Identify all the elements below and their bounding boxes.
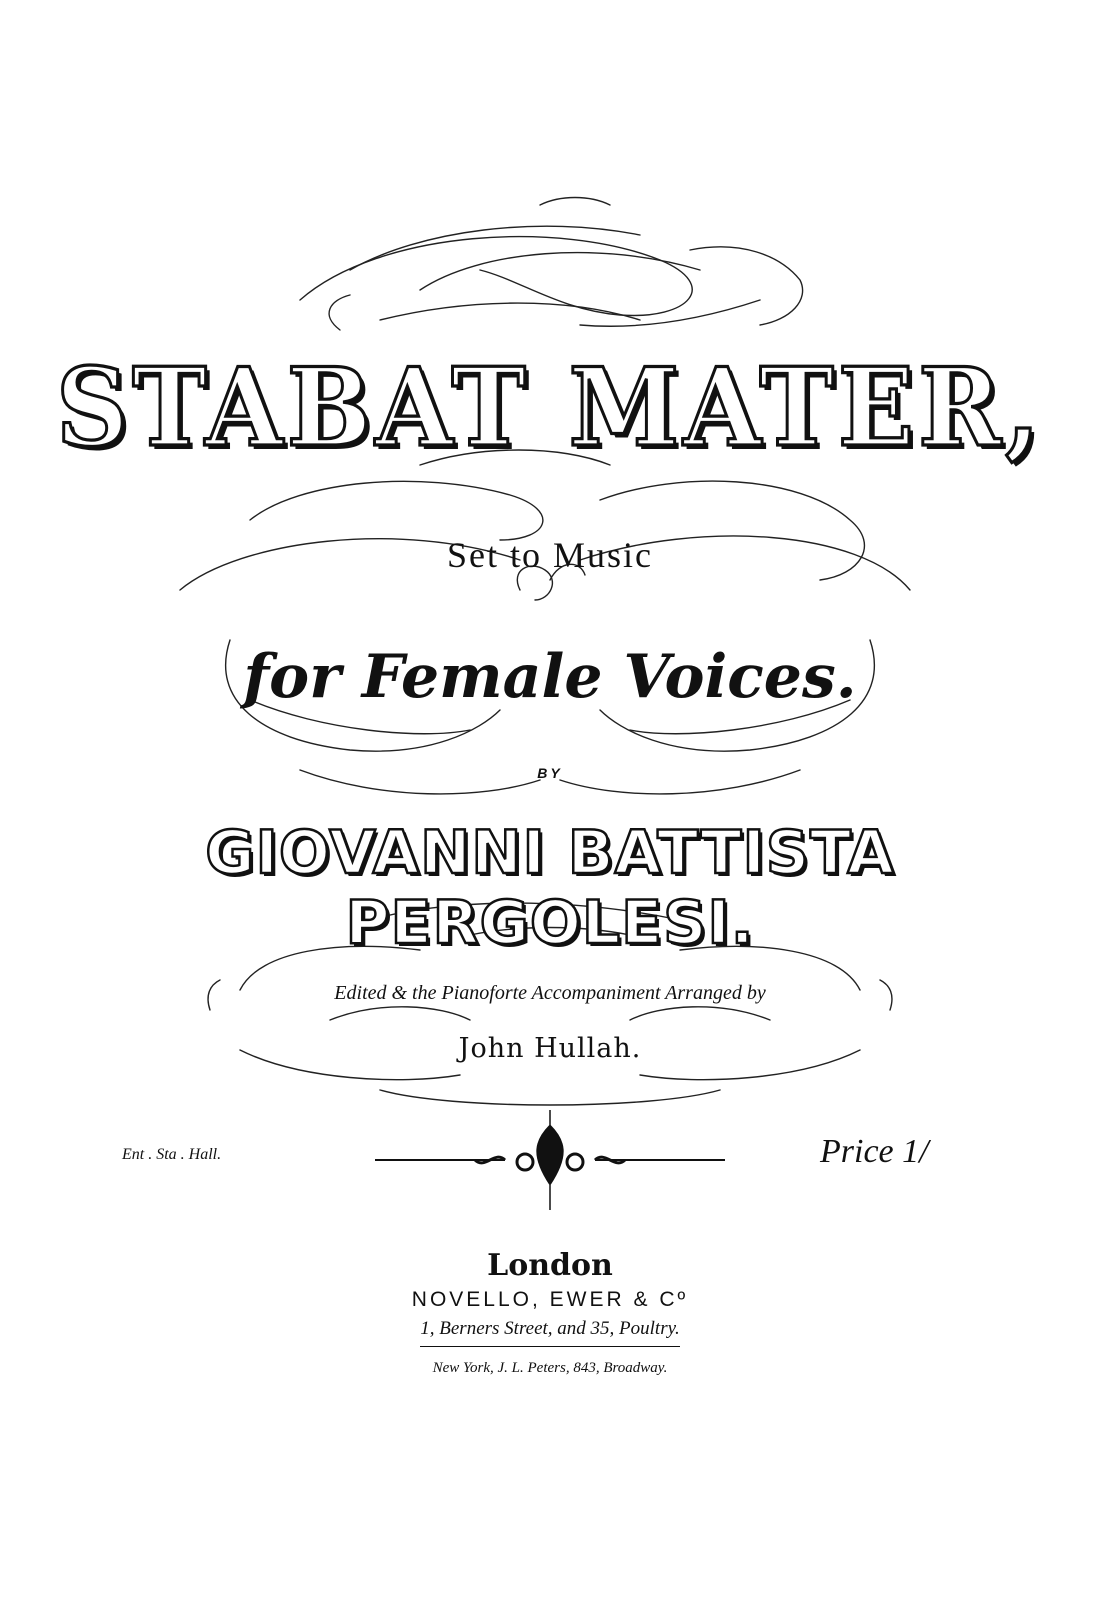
imprint-city: London bbox=[487, 1248, 613, 1283]
edited-line: Edited & the Pianoforte Accompaniment Arranged by bbox=[334, 982, 766, 1004]
fleuron bbox=[375, 1110, 725, 1210]
arranger-name: John Hullah. bbox=[458, 1033, 642, 1064]
registration-note: Ent . Sta . Hall. bbox=[122, 1146, 222, 1163]
subtitle-female-voices: for Female Voices. bbox=[243, 642, 857, 712]
flourish-top bbox=[300, 198, 803, 331]
composer-name: GIOVANNI BATTISTA PERGOLESI. bbox=[205, 818, 895, 958]
flourish-middle bbox=[180, 450, 910, 794]
imprint-address: 1, Berners Street, and 35, Poultry. bbox=[420, 1318, 680, 1339]
imprint-divider bbox=[420, 1346, 680, 1347]
by-label: BY bbox=[537, 765, 563, 781]
imprint-publisher: NOVELLO, EWER & Cº bbox=[411, 1288, 689, 1311]
subtitle-set-to-music: Set to Music bbox=[446, 535, 653, 575]
price-label: Price 1/ bbox=[820, 1133, 929, 1170]
page-title: STABAT MATER, bbox=[56, 343, 1044, 471]
imprint-new-york: New York, J. L. Peters, 843, Broadway. bbox=[432, 1360, 668, 1376]
